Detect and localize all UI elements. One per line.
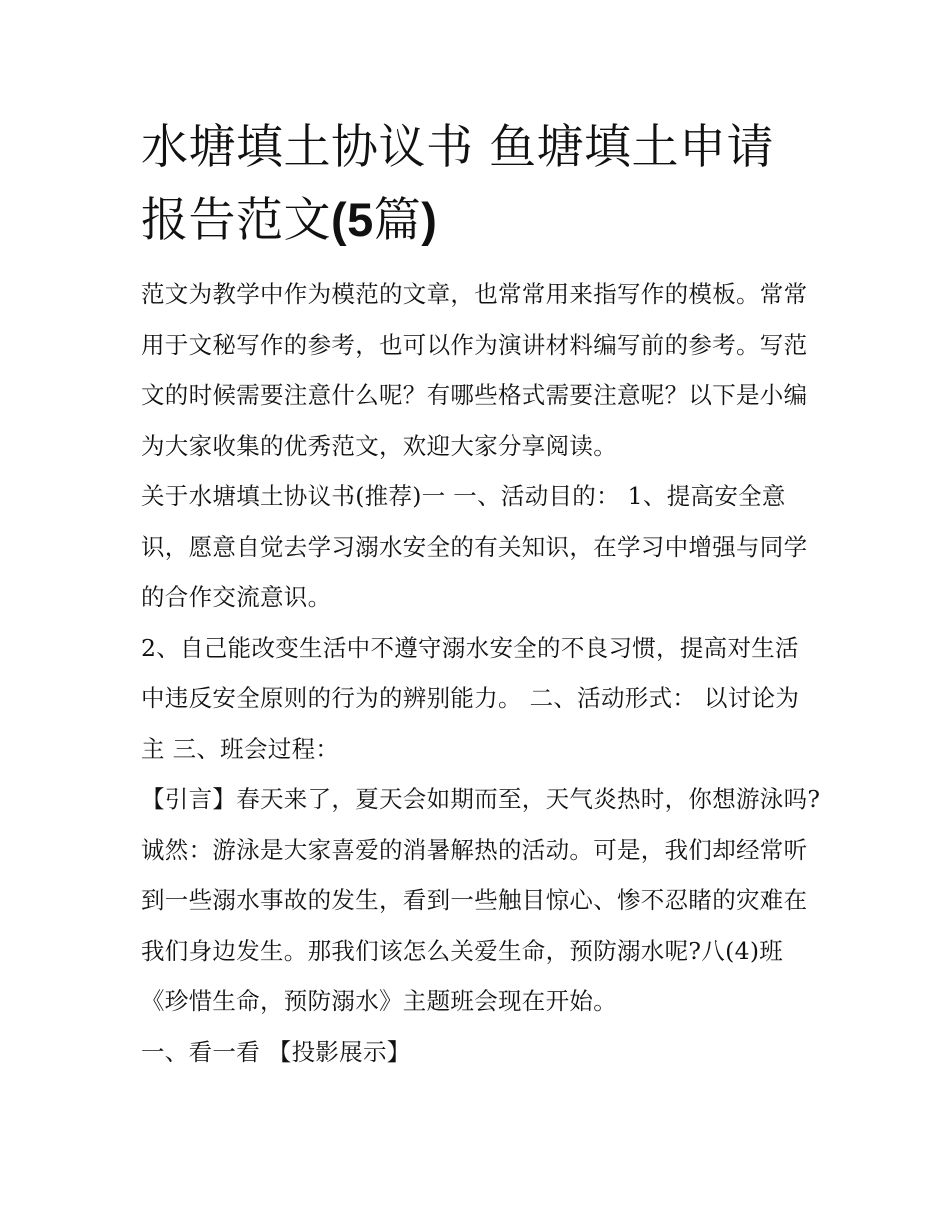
document-body [141,112,821,1077]
activity-goal-paragraph: 关于水塘填土协议书(推荐)一 一、活动目的： 1、提高安全意识，愿意自觉去学习溺水安全的有关知识，在学习中增强与同学的合作交流意识。 [141,482,808,611]
title-close: ) [421,193,438,246]
introduction-paragraph: 【引言】春天来了，夏天会如期而至，天气炎热时，你想游泳吗?诚然：游泳是大家喜爱的消暑解热的活动。可是，我们却经常听到一些溺水事故的发生，看到一些触目惊心、惨不忍睹的灾难在我们身边发生。那我们该怎么关爱生命，预防溺水呢?八(4)班《珍惜生命，预防溺水》主题班会现在开始。 [141,785,821,1015]
title-main: 水塘填土协议书 鱼塘填土申请报告范文 [141,120,774,248]
title-tail: 篇 [373,193,422,248]
title-paren: (5 [331,193,374,246]
intro-paragraph: 范文为教学中作为模范的文章，也常常用来指写作的模板。常常用于文秘写作的参考，也可以作为演讲材料编写前的参考。写范文的时候需要注意什么呢？有哪些格式需要注意呢？以下是小编为大家收集的优秀范文，欢迎大家分享阅读。 [141,280,808,460]
document-title [141,112,821,257]
activity-form-paragraph: 2、自己能改变生活中不遵守溺水安全的不良习惯，提高对生活中违反安全原则的行为的辨别能力。 二、活动形式： 以讨论为主 三、班会过程： [141,633,800,763]
section-one-paragraph: 一、看一看 【投影展示】 [141,1037,411,1066]
